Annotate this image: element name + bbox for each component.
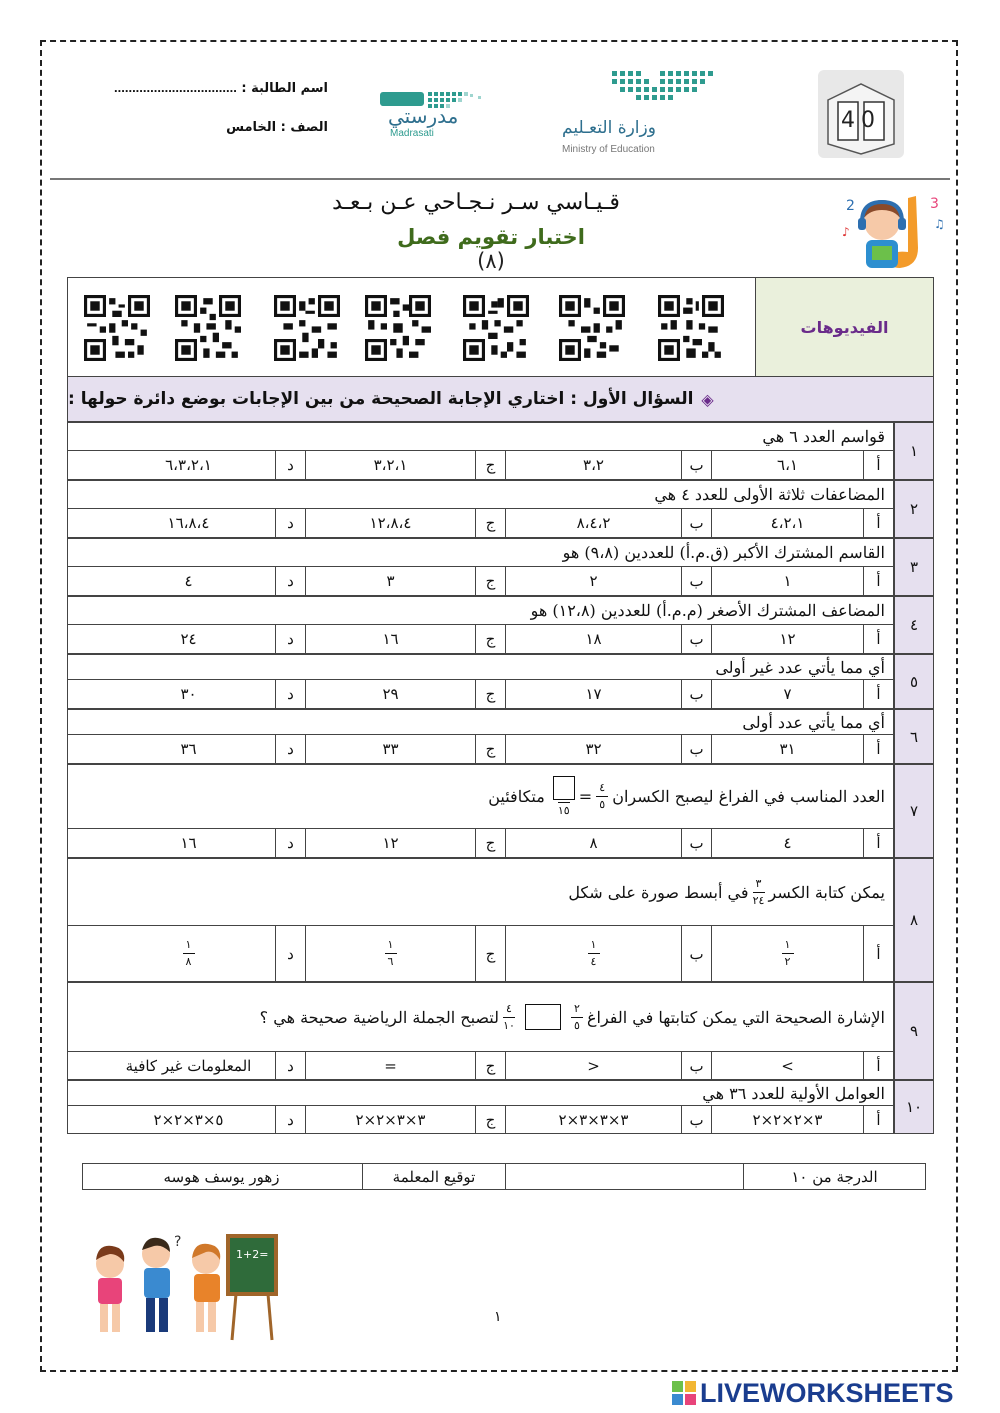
fraction-denominator: ٢٤ — [752, 893, 765, 907]
answer-option[interactable]: ٦،١ — [711, 451, 863, 479]
answer-option[interactable] — [305, 926, 475, 981]
question-text-row — [67, 982, 894, 1052]
option-letter-d: د — [275, 451, 305, 479]
option-letter-c: ج — [475, 735, 505, 763]
madrasati-ar: مدرستي — [388, 104, 459, 128]
question-text-row — [67, 654, 894, 680]
fraction-bar — [588, 953, 600, 954]
answer-option[interactable]: ٢٩ — [305, 680, 475, 708]
question-number: ١ — [894, 422, 934, 480]
fraction-numerator: ١ — [387, 938, 394, 951]
fraction-numerator: ١ — [185, 938, 192, 951]
option-letter-d: د — [275, 829, 305, 857]
fraction-bar — [596, 796, 608, 797]
question-text-after: في أبسط صورة على شكل — [568, 882, 749, 902]
school-logo — [818, 70, 904, 158]
fraction-bar — [503, 1017, 515, 1018]
answer-option[interactable]: ١٦ — [180, 834, 197, 852]
qr-code-video-1[interactable] — [658, 295, 724, 361]
question-number: ٣ — [894, 538, 934, 596]
answer-option[interactable]: ٣٢ — [505, 735, 681, 763]
svg-text:2: 2 — [846, 198, 855, 214]
question-text-after: لتصبح الجملة الرياضية صحيحة هي ؟ — [259, 1007, 499, 1027]
fraction-numerator: ١ — [784, 938, 791, 951]
score-table — [82, 1163, 926, 1190]
fraction-numerator: ٤ — [506, 1001, 512, 1015]
question-number: ٨ — [894, 858, 934, 982]
option-letter-b: ب — [681, 451, 711, 479]
option-letter-b: ب — [681, 567, 711, 595]
question-number: ٥ — [894, 654, 934, 709]
question-text-row — [67, 764, 894, 829]
fraction — [596, 782, 608, 811]
questions-table — [67, 422, 934, 1140]
answer-option[interactable]: ١٢ — [711, 625, 863, 653]
liveworksheets-logo-icon — [672, 1381, 696, 1405]
answer-option[interactable]: ٣٦ — [180, 740, 197, 758]
qr-code-video-4[interactable] — [365, 295, 431, 361]
answer-option[interactable]: ٣١ — [711, 735, 863, 763]
fraction-denominator: ٦ — [387, 955, 394, 968]
madrasati-en: Madrasati — [390, 128, 434, 139]
ministry-logo — [560, 68, 720, 158]
fraction-denominator: ١٥ — [557, 804, 570, 817]
option-letter-b: ب — [681, 1106, 711, 1133]
qr-code-video-5[interactable] — [274, 295, 340, 361]
answer-fraction — [588, 939, 600, 968]
fraction-numerator: ١ — [590, 938, 597, 951]
question-text: قواسم العدد ٦ هي — [762, 427, 885, 446]
question-number: ١٠ — [894, 1080, 934, 1134]
question-text: الإشارة الصحيحة التي يمكن كتابتها في الفراغ — [586, 1007, 885, 1027]
fraction-with-blank — [553, 776, 575, 817]
question-text-after: متكافئين — [488, 787, 545, 806]
page-number: ١ — [494, 1309, 502, 1325]
option-letter-a: أ — [863, 735, 893, 763]
score-label: الدرجة من ١٠ — [743, 1164, 925, 1189]
answer-option[interactable]: ١٦،٨،٤ — [167, 514, 210, 532]
question-text: المضاعف المشترك الأصغر (م.م.أ) للعددين (١٢،٨) هو — [530, 601, 885, 620]
option-letter-c: ج — [475, 509, 505, 537]
answer-option[interactable]: ٣×٢×٢×٢ — [711, 1106, 863, 1133]
option-letter-a: أ — [863, 829, 893, 857]
madrasati-logo — [378, 88, 490, 144]
answer-options-row — [67, 734, 894, 764]
option-letter-b: ب — [681, 829, 711, 857]
option-letter-b: ب — [681, 735, 711, 763]
fraction-denominator: ٤ — [590, 955, 597, 968]
answer-option[interactable]: ٣،٢،١ — [305, 451, 475, 479]
fraction-bar — [753, 892, 765, 893]
answer-option[interactable]: ٤ — [711, 829, 863, 857]
question-text: أي مما يأتي عدد غير أولى — [715, 657, 885, 677]
answer-option[interactable]: ٧ — [711, 680, 863, 708]
answer-options-row — [67, 566, 894, 596]
score-value[interactable] — [505, 1164, 743, 1189]
fraction-denominator: ٢ — [784, 955, 791, 968]
fraction-bar — [385, 953, 397, 954]
svg-text:♪: ♪ — [842, 225, 850, 239]
option-letter-c: ج — [475, 926, 505, 981]
answer-option[interactable]: ١ — [711, 567, 863, 595]
fraction-numerator: ٢ — [574, 1001, 580, 1015]
answer-option[interactable]: ٣×٣×٢×٢ — [305, 1106, 475, 1133]
question-text: العوامل الأولية للعدد ٣٦ هي — [702, 1083, 885, 1103]
answer-option[interactable]: المعلومات غير كافية — [125, 1056, 252, 1075]
question-text-row — [67, 1080, 894, 1106]
answer-fraction — [183, 939, 195, 968]
option-letter-d: د — [275, 680, 305, 708]
answer-option[interactable]: ٣×٣×٣×٢ — [505, 1106, 681, 1133]
answer-option[interactable]: ١٦ — [305, 625, 475, 653]
question-text-row — [67, 480, 894, 509]
teacher-name: زهور يوسف هوسه — [163, 1167, 280, 1186]
question-text-row — [67, 709, 894, 735]
fraction-bar — [782, 953, 794, 954]
qr-code-video-3[interactable] — [463, 295, 529, 361]
answer-option[interactable]: ٦،٣،٢،١ — [165, 456, 212, 474]
answer-options-row — [67, 508, 894, 538]
fraction-denominator: ١٠ — [503, 1018, 515, 1032]
answer-options-row — [67, 624, 894, 654]
question-number: ٢ — [894, 480, 934, 538]
answer-option[interactable]: ٢٤ — [180, 630, 197, 648]
qr-code-video-6[interactable] — [175, 295, 241, 361]
header-divider — [50, 178, 950, 180]
answer-option[interactable]: = — [305, 1052, 475, 1079]
exam-number: (٨) — [477, 249, 505, 273]
fraction-bar — [571, 1017, 583, 1018]
student-name-row — [72, 80, 328, 96]
ministry-en: Ministry of Education — [562, 144, 655, 155]
option-letter-a: أ — [863, 567, 893, 595]
answer-options-row — [67, 828, 894, 858]
option-letter-c: ج — [475, 1052, 505, 1079]
question-text: أي مما يأتي عدد أولى — [742, 712, 885, 732]
fraction-numerator: ٤ — [599, 781, 606, 794]
student-name-label: اسم الطالبة : — [241, 81, 328, 96]
motto: قـيـاسي سـر نـجـاحي عـن بـعـد — [332, 190, 620, 215]
option-letter-c: ج — [475, 451, 505, 479]
option-letter-d: د — [275, 1106, 305, 1133]
answer-options-row — [67, 1051, 894, 1080]
question-text: العدد المناسب في الفراغ ليصبح الكسران — [612, 787, 885, 806]
svg-text:1+2=: 1+2= — [236, 1248, 269, 1261]
answer-options-row — [67, 450, 894, 480]
student-name-blank[interactable]: .................................. — [114, 80, 237, 95]
fraction-numerator: ٣ — [755, 876, 762, 890]
answer-option[interactable]: < — [711, 1052, 863, 1079]
option-letter-d: د — [275, 735, 305, 763]
videos-label-cell — [755, 278, 933, 376]
option-letter-a: أ — [863, 926, 893, 981]
option-letter-d: د — [275, 1052, 305, 1079]
option-letter-d: د — [275, 509, 305, 537]
ministry-ar: وزارة التعـليم — [562, 118, 656, 138]
logo-number: 40 — [841, 108, 881, 133]
exam-title: اختبار تقويم فصل — [397, 225, 585, 249]
answer-fraction — [385, 939, 397, 968]
option-letter-a: أ — [863, 1106, 893, 1133]
option-letter-c: ج — [475, 567, 505, 595]
option-letter-c: ج — [475, 680, 505, 708]
option-letter-b: ب — [681, 680, 711, 708]
qr-code-video-2[interactable] — [559, 295, 625, 361]
question-number: ٧ — [894, 764, 934, 858]
question-heading-text: السؤال الأول : اختاري الإجابة الصحيحة من بين الإجابات بوضع دائرة حولها : — [68, 389, 694, 409]
option-letter-c: ج — [475, 625, 505, 653]
option-letter-b: ب — [681, 926, 711, 981]
question-number: ٦ — [894, 709, 934, 764]
question-text-row — [67, 596, 894, 625]
option-letter-d: د — [275, 625, 305, 653]
question-heading — [67, 377, 934, 422]
answer-options-row — [67, 1105, 894, 1134]
fraction — [571, 1003, 583, 1032]
grade-label: الصف : الخامس — [226, 120, 328, 135]
option-letter-a: أ — [863, 625, 893, 653]
option-letter-b: ب — [681, 625, 711, 653]
question-text: يمكن كتابة الكسر — [768, 882, 885, 902]
answer-blank-box[interactable] — [525, 1004, 561, 1030]
videos-table — [67, 277, 934, 377]
kids-chalkboard-illustration — [88, 1230, 280, 1344]
svg-text:3: 3 — [930, 196, 939, 212]
answer-option[interactable]: ١٢،٨،٤ — [305, 509, 475, 537]
answer-blank-box[interactable] — [553, 776, 575, 800]
option-letter-b: ب — [681, 509, 711, 537]
answer-option[interactable] — [505, 926, 681, 981]
answer-option[interactable]: ١٨ — [505, 625, 681, 653]
answer-fraction — [782, 939, 794, 968]
svg-text:♫: ♫ — [934, 217, 945, 231]
fraction-bar — [183, 953, 195, 954]
answer-option[interactable]: ٤ — [184, 572, 193, 590]
question-text-row — [67, 538, 894, 567]
question-text: المضاعفات ثلاثة الأولى للعدد ٤ هي — [654, 485, 885, 504]
answer-option[interactable]: ٢ — [505, 567, 681, 595]
teacher-signature-label: توقيع المعلمة — [362, 1164, 505, 1189]
answer-options-row — [67, 925, 894, 982]
question-text: القاسم المشترك الأكبر (ق.م.أ) للعددين (٩،٨) هو — [562, 543, 885, 562]
answer-option[interactable]: ٣ — [305, 567, 475, 595]
question-number: ٤ — [894, 596, 934, 654]
answer-option[interactable]: ١٧ — [505, 680, 681, 708]
answer-option[interactable]: ١٢ — [305, 829, 475, 857]
answer-option[interactable]: ٥×٣×٢×٢ — [153, 1110, 224, 1129]
option-letter-c: ج — [475, 1106, 505, 1133]
equals-sign: = — [578, 787, 593, 806]
option-letter-a: أ — [863, 680, 893, 708]
girl-headphones-illustration — [838, 188, 948, 280]
videos-label: الفيديوهات — [800, 317, 889, 337]
question-number: ٩ — [894, 982, 934, 1080]
fraction-denominator: ٨ — [185, 955, 192, 968]
answer-option[interactable]: ٣٣ — [305, 735, 475, 763]
svg-text:?: ? — [174, 1234, 182, 1250]
answer-option[interactable] — [711, 926, 863, 981]
option-letter-d: د — [275, 926, 305, 981]
question-text-row — [67, 422, 894, 451]
answer-option[interactable]: > — [505, 1052, 681, 1079]
exam-title-row — [380, 225, 602, 273]
fraction-denominator: ٥ — [574, 1018, 580, 1032]
answer-option[interactable]: ٤،٢،١ — [711, 509, 863, 537]
option-letter-a: أ — [863, 1052, 893, 1079]
liveworksheets-watermark: LIVEWORKSHEETS — [700, 1378, 954, 1408]
qr-code-video-7[interactable] — [84, 295, 150, 361]
answer-option[interactable] — [102, 926, 275, 981]
answer-option[interactable]: ٨،٤،٢ — [505, 509, 681, 537]
fraction — [503, 1003, 515, 1032]
answer-option[interactable]: ٣٠ — [180, 685, 197, 703]
option-letter-d: د — [275, 567, 305, 595]
option-letter-c: ج — [475, 829, 505, 857]
option-letter-b: ب — [681, 1052, 711, 1079]
option-letter-a: أ — [863, 509, 893, 537]
fraction — [753, 878, 765, 907]
answer-options-row — [67, 679, 894, 709]
diamond-bullet-icon: ◈ — [701, 389, 714, 409]
fraction-denominator: ٥ — [599, 798, 606, 811]
answer-option[interactable]: ٨ — [505, 829, 681, 857]
question-text-row — [67, 858, 894, 926]
option-letter-a: أ — [863, 451, 893, 479]
answer-option[interactable]: ٣،٢ — [505, 451, 681, 479]
fraction-bar — [558, 802, 570, 803]
